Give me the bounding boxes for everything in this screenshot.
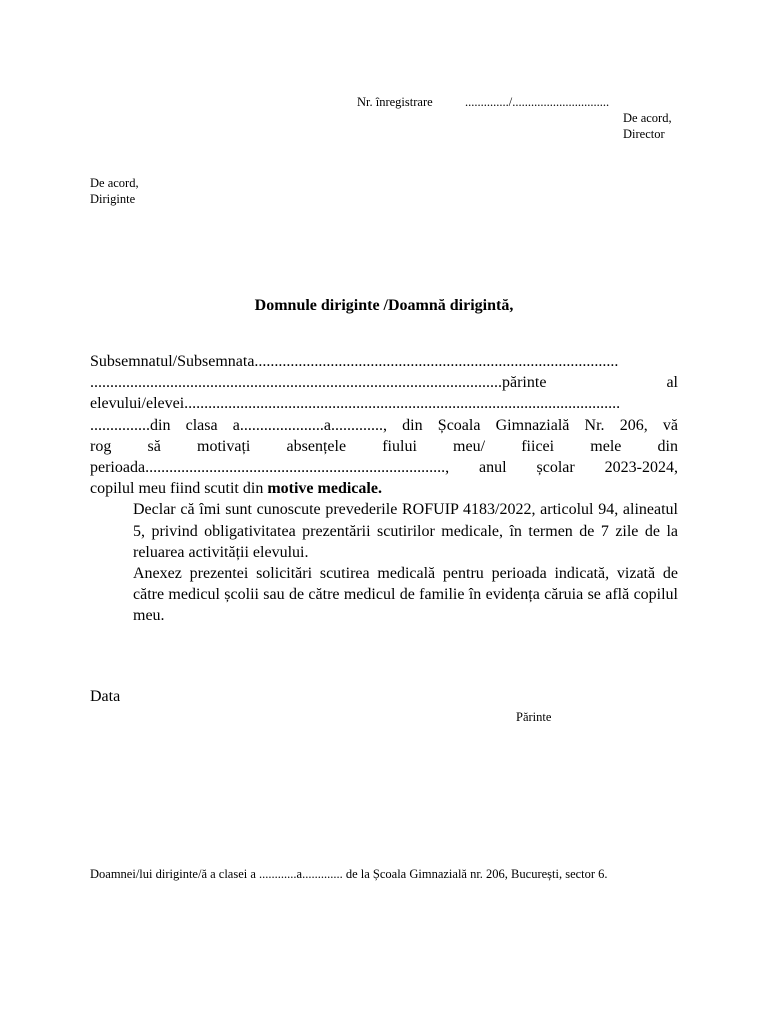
body-line-7 (90, 478, 678, 499)
director-approval-line1: De acord, (623, 111, 672, 125)
body-line-4: ...............din clasa a.....................a............., din Școala Gimnazială Nr. 206, vă (90, 416, 678, 434)
declaration-paragraph: Declar că îmi sunt cunoscute prevederile ROFUIP 4183/2022, articolul 94, alineatul 5, privind obligativitatea prezentării scutirilor medicale, în termen de 7 zile de la reluarea activității elevului. (133, 501, 678, 561)
medical-reasons-bold: motive medicale. (267, 480, 382, 498)
body-line-1: Subsemnatul/Subsemnata........................................................................................... (90, 353, 619, 370)
diriginte-approval-line2: Diriginte (90, 192, 136, 206)
parent-signature-label: Părinte (516, 710, 552, 724)
addressee-footer: Doamnei/lui diriginte/ă a clasei a ............a............. de la Școala Gimnazială nr. 206, București, sector 6. (90, 867, 608, 881)
diriginte-approval (90, 175, 139, 207)
registration-number-label: Nr. înregistrare (357, 95, 433, 109)
body-line-2: .......................................................................................................părinte al (90, 374, 678, 392)
body-line-6: perioada..........................................................................., anul școlar 2023-2024, (90, 459, 678, 477)
letter-salutation: Domnule diriginte /Doamnă dirigintă, (254, 297, 514, 314)
diriginte-approval-line1: De acord, (90, 176, 139, 190)
date-label: Data (90, 688, 121, 705)
body-line-5: rog să motivați absențele fiului meu/ fiicei mele din (90, 437, 678, 455)
director-approval (623, 110, 672, 142)
annex-paragraph: Anexez prezentei solicitări scutirea medicală pentru perioada indicată, vizată de către medicul școlii sau de către medicul de familie în evidența căruia se află copilul meu. (133, 565, 678, 625)
director-approval-line2: Director (623, 127, 665, 141)
registration-number-blank: ............../............................... (465, 95, 610, 109)
body-line-7-text: copilul meu fiind scutit din (90, 480, 268, 498)
letter-body (90, 351, 678, 627)
body-line-3: elevului/elevei............................................................................................................. (90, 395, 621, 413)
